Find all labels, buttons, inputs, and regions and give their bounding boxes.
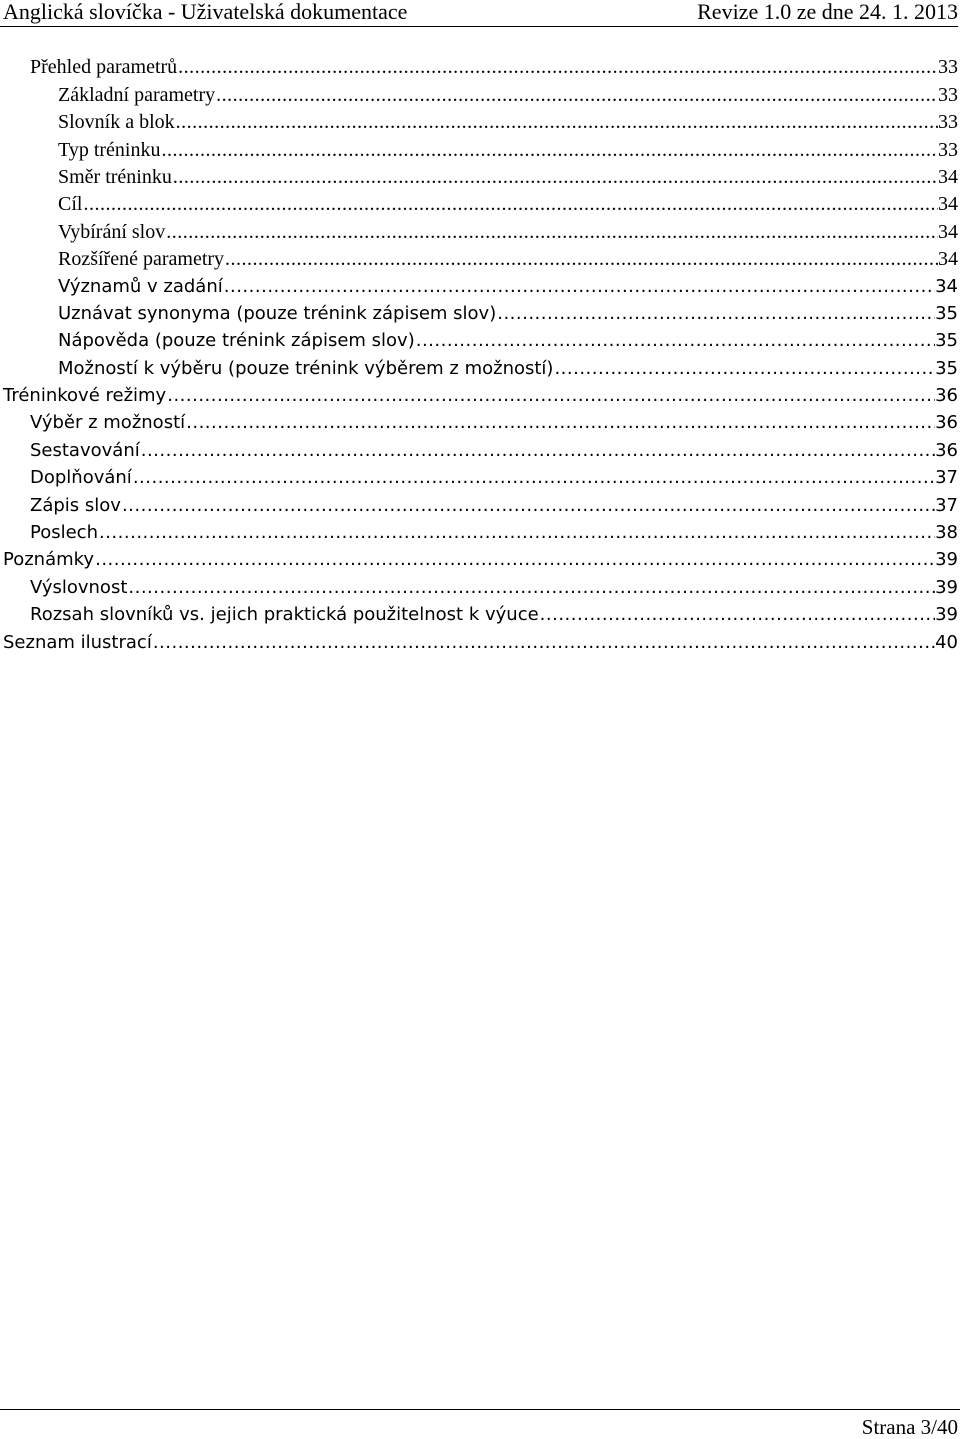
toc-entry[interactable] xyxy=(0,216,960,243)
revision-info: Revize 1.0 ze dne 24. 1. 2013 xyxy=(697,0,958,24)
toc-entry[interactable] xyxy=(0,326,960,353)
toc-entry[interactable] xyxy=(0,107,960,134)
toc-page-number: 36 xyxy=(935,385,958,407)
toc-entry[interactable] xyxy=(0,572,960,599)
page-footer xyxy=(0,1409,960,1439)
toc-entry[interactable] xyxy=(0,435,960,462)
toc-entry-title: Základní parametry xyxy=(58,83,216,106)
toc-page-number: 37 xyxy=(935,467,958,489)
page-header xyxy=(0,0,958,27)
toc-entry-title: Významů v zadání xyxy=(58,275,223,297)
toc-leader xyxy=(160,138,938,162)
toc-entry-title: Rozsah slovníků vs. jejich praktická použitelnost k výuce xyxy=(30,604,539,626)
toc-entry[interactable] xyxy=(0,244,960,271)
toc-entry[interactable] xyxy=(0,381,960,408)
toc-leader xyxy=(539,603,935,627)
toc-entry-title: Doplňování xyxy=(30,467,132,489)
toc-leader xyxy=(496,302,935,326)
toc-entry-title: Vybírání slov xyxy=(58,220,166,243)
toc-page-number: 36 xyxy=(935,412,958,434)
toc-page-number: 39 xyxy=(935,549,958,571)
toc-page-number: 35 xyxy=(935,357,958,379)
toc-entry[interactable] xyxy=(0,299,960,326)
toc-page-number: 36 xyxy=(935,439,958,461)
toc-entry[interactable] xyxy=(0,545,960,572)
toc-page-number: 40 xyxy=(935,631,958,653)
toc-entry[interactable] xyxy=(0,189,960,216)
toc-page-number: 34 xyxy=(938,220,958,243)
toc-entry[interactable] xyxy=(0,627,960,654)
toc-leader xyxy=(166,384,935,408)
toc-leader xyxy=(140,439,935,463)
toc-entry-title: Možností k výběru (pouze trénink výběrem z možností) xyxy=(58,357,554,379)
toc-entry-title: Rozšířené parametry xyxy=(58,248,225,271)
toc-entry[interactable] xyxy=(0,600,960,627)
toc-page-number: 38 xyxy=(935,522,958,544)
toc-entry-title: Seznam ilustrací xyxy=(3,631,152,653)
toc-entry-title: Výběr z možností xyxy=(30,412,186,434)
toc-leader xyxy=(185,411,935,435)
page-number: Strana 3/40 xyxy=(861,1415,958,1439)
table-of-contents xyxy=(0,52,960,655)
toc-leader xyxy=(165,220,938,244)
toc-entry[interactable] xyxy=(0,52,960,79)
toc-entry-title: Výslovnost xyxy=(30,576,128,598)
toc-page-number: 33 xyxy=(938,56,958,79)
toc-entry[interactable] xyxy=(0,162,960,189)
toc-leader xyxy=(132,466,935,490)
toc-leader xyxy=(223,275,935,299)
toc-entry-title: Poznámky xyxy=(3,549,95,571)
toc-entry-title: Slovník a blok xyxy=(58,111,175,134)
toc-page-number: 34 xyxy=(938,193,958,216)
toc-entry[interactable] xyxy=(0,490,960,517)
toc-leader xyxy=(177,55,938,79)
toc-entry-title: Sestavování xyxy=(30,439,140,461)
toc-page-number: 39 xyxy=(935,604,958,626)
toc-leader xyxy=(152,631,935,655)
toc-page-number: 33 xyxy=(938,83,958,106)
toc-entry-title: Tréninkové režimy xyxy=(3,385,167,407)
toc-page-number: 39 xyxy=(935,576,958,598)
toc-entry-title: Uznávat synonyma (pouze trénink zápisem slov) xyxy=(58,302,497,324)
toc-leader xyxy=(94,548,935,572)
toc-entry-title: Přehled parametrů xyxy=(30,56,178,79)
toc-entry[interactable] xyxy=(0,408,960,435)
toc-leader xyxy=(553,357,935,381)
toc-leader xyxy=(175,110,938,134)
toc-page-number: 35 xyxy=(935,302,958,324)
toc-page-number: 33 xyxy=(938,138,958,161)
toc-entry[interactable] xyxy=(0,134,960,161)
toc-entry-title: Cíl xyxy=(58,193,83,216)
toc-page-number: 35 xyxy=(935,330,958,352)
toc-entry-title: Směr tréninku xyxy=(58,165,172,188)
toc-leader xyxy=(82,192,938,216)
toc-leader xyxy=(415,329,935,353)
toc-leader xyxy=(215,83,938,107)
toc-entry-title: Poslech xyxy=(30,522,98,544)
document-title: Anglická slovíčka - Uživatelská dokumentace xyxy=(3,0,408,24)
toc-entry-title: Zápis slov xyxy=(30,494,121,516)
toc-leader xyxy=(172,165,938,189)
toc-entry[interactable] xyxy=(0,518,960,545)
toc-entry[interactable] xyxy=(0,271,960,298)
toc-entry[interactable] xyxy=(0,79,960,106)
toc-page-number: 34 xyxy=(935,275,958,297)
toc-page-number: 34 xyxy=(938,165,958,188)
toc-leader xyxy=(224,247,938,271)
toc-leader xyxy=(127,576,935,600)
toc-page-number: 33 xyxy=(938,111,958,134)
toc-page-number: 34 xyxy=(938,248,958,271)
toc-entry[interactable] xyxy=(0,353,960,380)
toc-page-number: 37 xyxy=(935,494,958,516)
toc-entry-title: Typ tréninku xyxy=(58,138,161,161)
toc-entry-title: Nápověda (pouze trénink zápisem slov) xyxy=(58,330,415,352)
toc-leader xyxy=(121,494,935,518)
toc-leader xyxy=(98,521,935,545)
toc-entry[interactable] xyxy=(0,463,960,490)
